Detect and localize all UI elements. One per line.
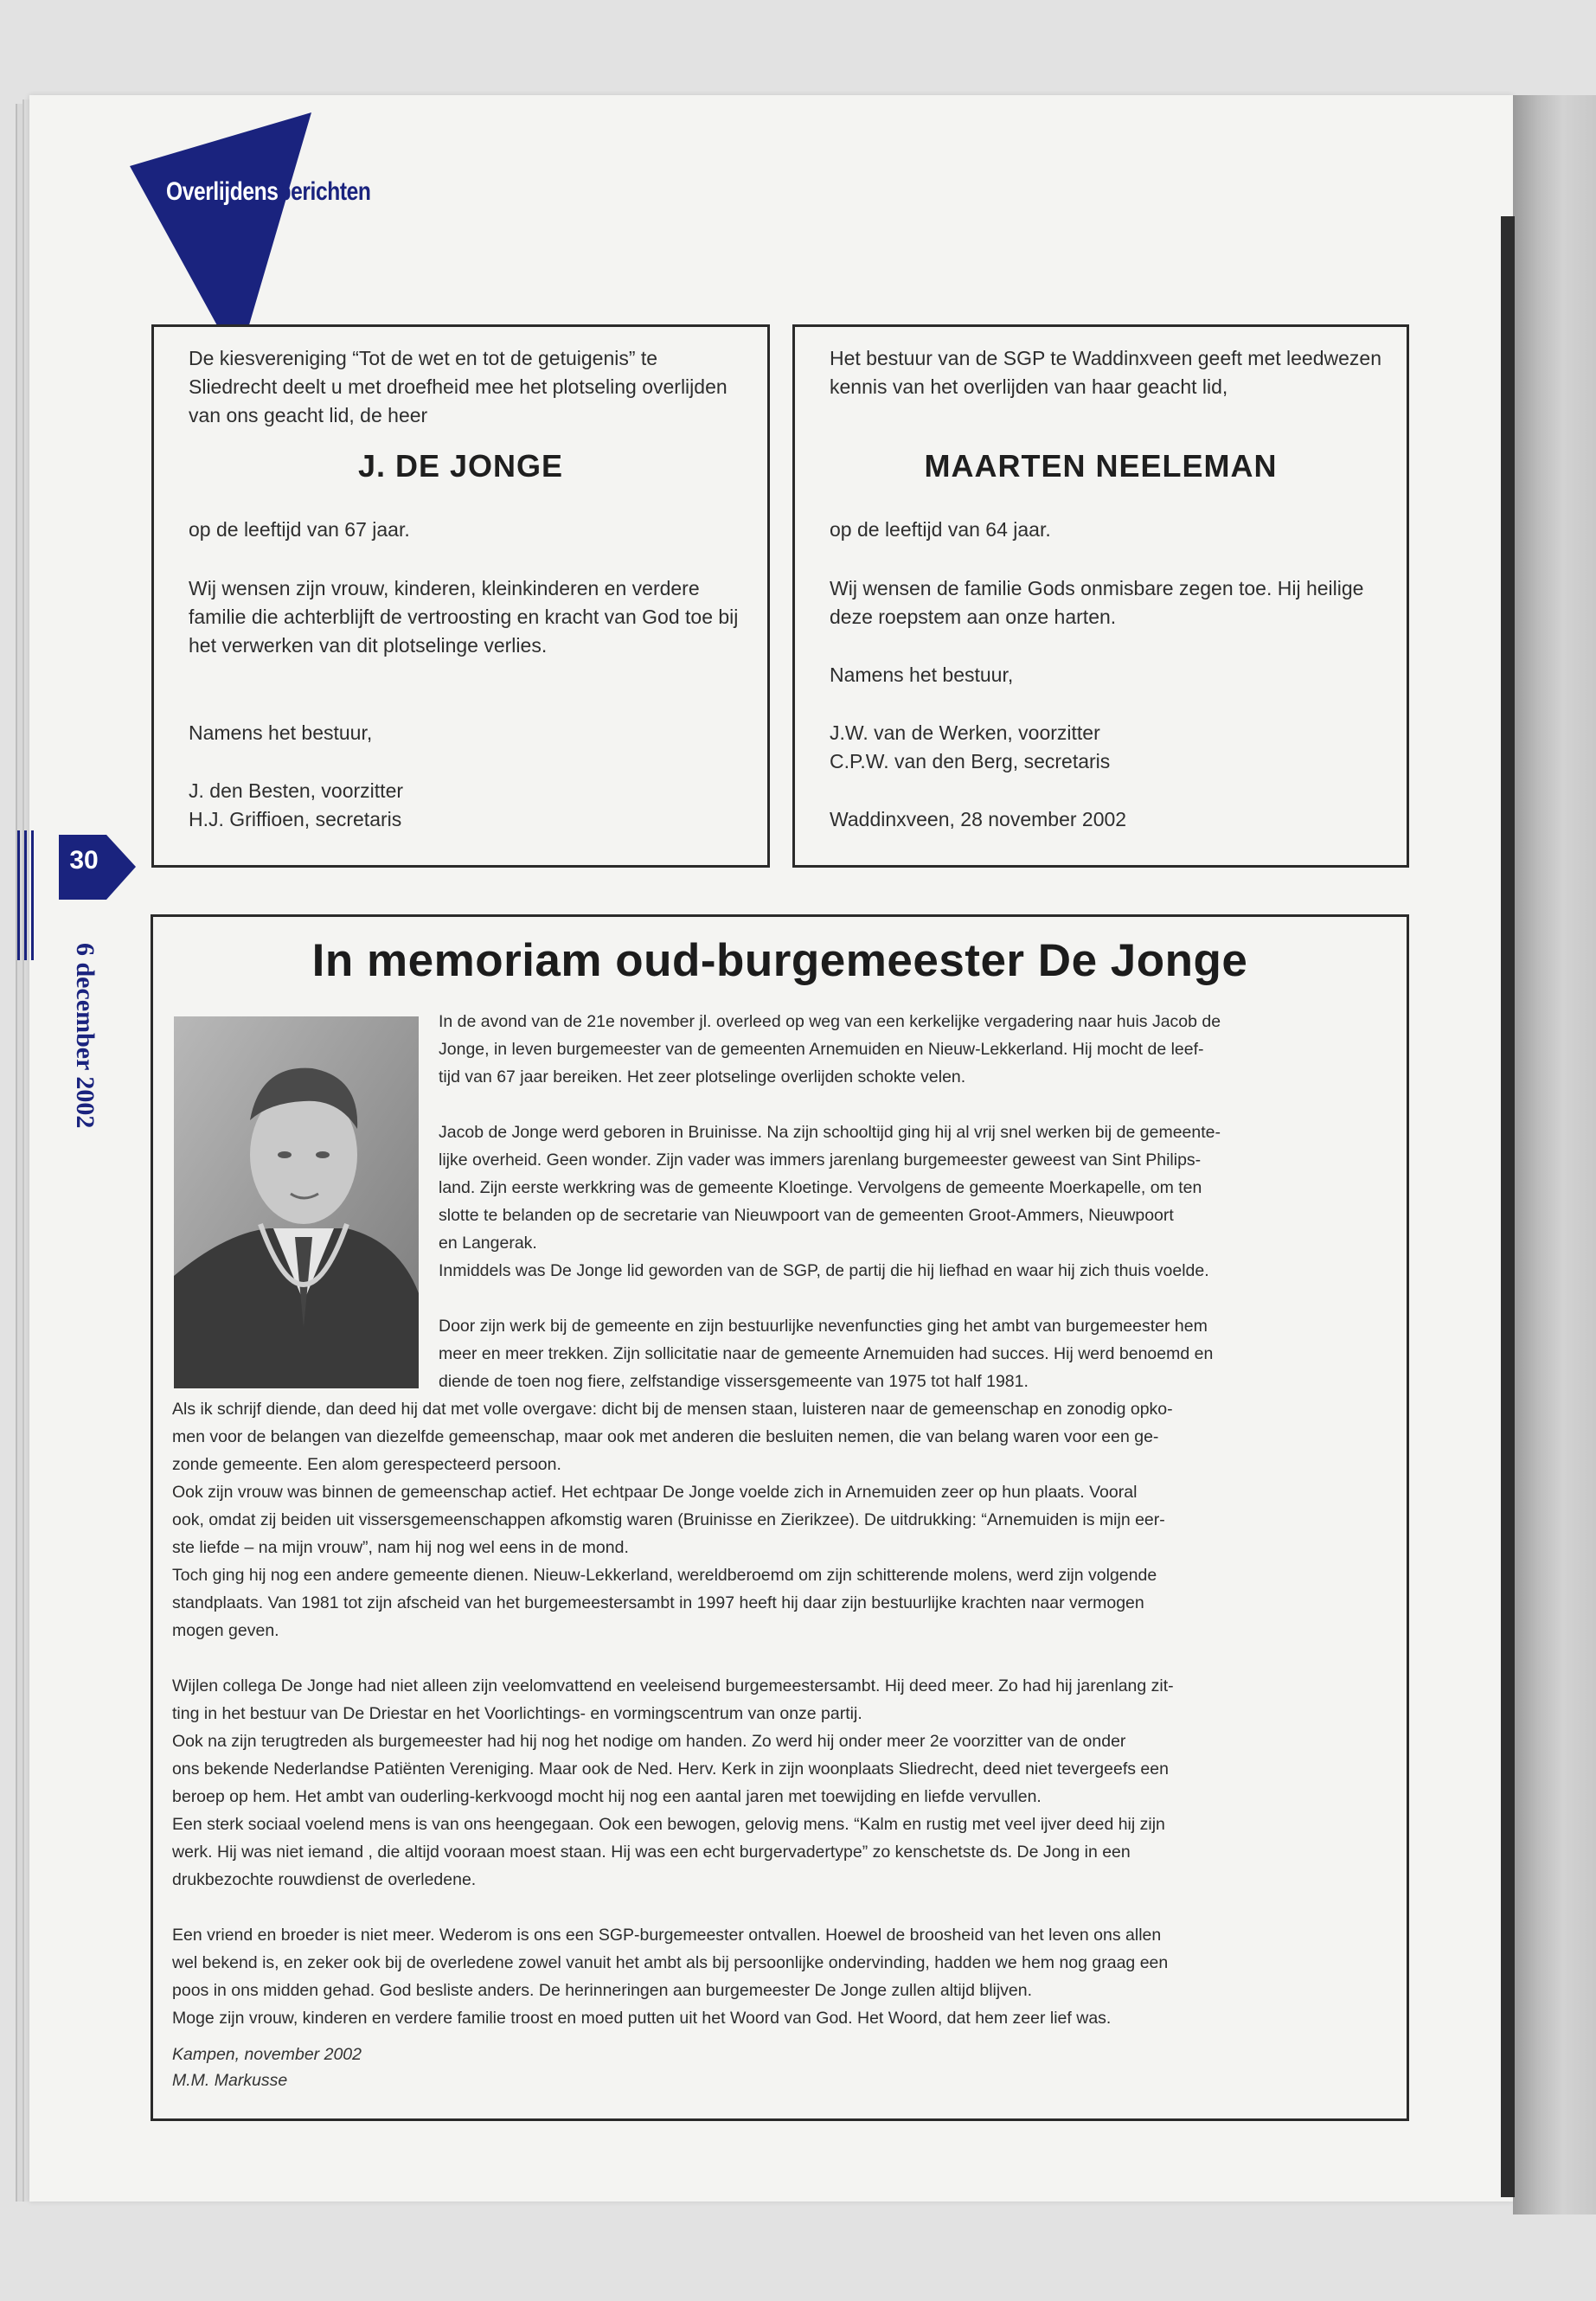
article-title: In memoriam oud-burgemeester De Jonge xyxy=(311,935,1248,986)
notice-age: op de leeftijd van 64 jaar. xyxy=(830,518,1051,541)
deceased-name: J. DE JONGE xyxy=(357,448,564,484)
article-line: ste liefde – na mijn vrouw”, nam hij nog wel eens in de mond. xyxy=(172,1538,629,1557)
article-line: Jonge, in leven burgemeester van de gemeenten Arnemuiden en Nieuw-Lekkerland. Hij mocht de leef- xyxy=(439,1040,1204,1059)
article-line: Inmiddels was De Jonge lid geworden van de SGP, de partij die hij liefhad en waar hij zich thuis voelde. xyxy=(439,1261,1209,1280)
notice-intro: De kiesvereniging “Tot de wet en tot de getuigenis” te Sliedrecht deelt u met droefheid mee het plotseling overlijden van ons geacht lid, de heer xyxy=(189,347,727,426)
article-line: lijke overheid. Geen wonder. Zijn vader was immers jarenlang burgemeester geweest van Sint Philips- xyxy=(439,1150,1202,1170)
death-notice-right xyxy=(792,324,1409,868)
article-line: ting in het bestuur van De Driestar en het Voorlichtings- en vormingscentrum van onze partij. xyxy=(172,1704,862,1723)
section-label-part2: berichten xyxy=(278,177,371,206)
notice-signer: C.P.W. van den Berg, secretaris xyxy=(830,750,1111,772)
page-edge-strip xyxy=(24,830,27,960)
notice-intro: Het bestuur van de SGP te Waddinxveen geeft met leedwezen kennis van het overlijden van haar geacht lid, xyxy=(830,347,1381,398)
article-line: Jacob de Jonge werd geboren in Bruinisse. Na zijn schooltijd ging hij al vrij snel werken bij de gemeente- xyxy=(439,1123,1221,1142)
article-line xyxy=(439,1285,1390,1312)
notice-signer: J.W. van de Werken, voorzitter xyxy=(830,721,1100,744)
deceased-name: MAARTEN NEELEMAN xyxy=(924,448,1278,484)
page-number-tab-arrow xyxy=(106,835,136,900)
notice-on-behalf: Namens het bestuur, xyxy=(830,663,1014,686)
in-memoriam-article xyxy=(151,914,1409,2121)
article-line: werk. Hij was niet iemand , die altijd vooraan moest staan. Hij was een echt burgervadertype” zo kenschetste ds. De Jong in een xyxy=(172,1843,1131,1862)
article-line: Een sterk sociaal voelend mens is van ons heengegaan. Ook een bewogen, gelovig mens. “Kalm en rustig met veel ijver deed hij zijn xyxy=(172,1815,1165,1834)
notice-age: op de leeftijd van 67 jaar. xyxy=(189,518,410,541)
page-number: 30 xyxy=(69,846,99,875)
notice-wish: Wij wensen de familie Gods onmisbare zegen toe. Hij heilige deze roepstem aan onze harten. xyxy=(830,577,1364,628)
article-line: Moge zijn vrouw, kinderen en verdere familie troost en moed putten uit het Woord van God. Het Woord, dat hem zeer lief was. xyxy=(172,2009,1112,2028)
article-line: land. Zijn eerste werkkring was de gemeente Kloetinge. Vervolgens de gemeente Moerkapelle, om ten xyxy=(439,1178,1202,1197)
article-line xyxy=(439,1091,1390,1118)
article-line: Toch ging hij nog een andere gemeente dienen. Nieuw-Lekkerland, wereldberoemd om zijn schitterende molens, werd zijn volgende xyxy=(172,1566,1157,1585)
article-line: drukbezochte rouwdienst de overledene. xyxy=(172,1870,477,1889)
notice-on-behalf: Namens het bestuur, xyxy=(189,721,373,744)
article-line: poos in ons midden gehad. God besliste anders. De herinneringen aan burgemeester De Jonge zullen altijd blijven. xyxy=(172,1981,1033,2000)
article-line: Ook zijn vrouw was binnen de gemeenschap actief. Het echtpaar De Jonge voelde zich in Arnemuiden zeer op hun plaats. Vooral xyxy=(172,1483,1138,1502)
issue-date: 6 december 2002 xyxy=(71,943,99,1129)
portrait-photo xyxy=(174,1016,419,1388)
article-line: Een vriend en broeder is niet meer. Wederom is ons een SGP-burgemeester ontvallen. Hoewel de broosheid van het leven ons allen xyxy=(172,1926,1162,1945)
page-edge-strip xyxy=(31,830,34,960)
section-label-part1: Overlijdens xyxy=(166,177,279,206)
article-line xyxy=(172,1644,1392,1672)
article-line: mogen geven. xyxy=(172,1621,279,1640)
facing-page-edge xyxy=(1513,95,1596,2214)
section-label xyxy=(166,177,371,207)
article-line: In de avond van de 21e november jl. overleed op weg van een kerkelijke vergadering naar huis Jacob de xyxy=(439,1012,1221,1031)
page-edge-strip xyxy=(17,830,20,960)
notice-place-date: Waddinxveen, 28 november 2002 xyxy=(830,808,1127,830)
notice-wish: Wij wensen zijn vrouw, kinderen, kleinkinderen en verdere familie die achterblijft de vertroosting en kracht van God toe bij het verwerken van dit plotselinge verlies. xyxy=(189,577,739,657)
article-line: standplaats. Van 1981 tot zijn afscheid van het burgemeestersambt in 1997 heeft hij daar zijn bestuurlijke krachten naar vermogen xyxy=(172,1593,1144,1612)
article-intro-column xyxy=(439,1008,1390,1395)
article-line: diende de toen nog fiere, zelfstandige vissersgemeente van 1975 tot half 1981. xyxy=(439,1372,1029,1391)
article-line: meer en meer trekken. Zijn sollicitatie naar de gemeente Arnemuiden had succes. Hij werd benoemd en xyxy=(439,1344,1214,1363)
article-line: tijd van 67 jaar bereiken. Het zeer plotselinge overlijden schokte velen. xyxy=(439,1067,966,1086)
binding-shadow xyxy=(1501,216,1515,2197)
article-line: men voor de belangen van diezelfde gemeenschap, maar ook met anderen die besluiten nemen, die van belang waren voor een ge- xyxy=(172,1427,1159,1446)
notice-signer: H.J. Griffioen, secretaris xyxy=(189,808,402,830)
article-line: slotte te belanden op de secretarie van Nieuwpoort van de gemeenten Groot-Ammers, Nieuwpoort xyxy=(439,1206,1174,1225)
article-line: wel bekend is, en zeker ook bij de overledene zowel vanuit het ambt als bij persoonlijke ondervinding, hadden we hem nog graag een xyxy=(172,1953,1169,1972)
article-line: ons bekende Nederlandse Patiënten Vereniging. Maar ook de Ned. Herv. Kerk in zijn woonplaats Sliedrecht, deed niet tevergeefs een xyxy=(172,1759,1169,1779)
signoff-author: M.M. Markusse xyxy=(172,2071,288,2090)
signoff-place-date: Kampen, november 2002 xyxy=(172,2045,362,2064)
notice-signer: J. den Besten, voorzitter xyxy=(189,779,404,802)
article-body xyxy=(172,1395,1392,2032)
article-line: beroep op hem. Het ambt van ouderling-kerkvoogd mocht hij nog een aantal jaren met toewijding en liefde vervullen. xyxy=(172,1787,1042,1806)
article-signoff xyxy=(172,2041,362,2093)
article-line: Als ik schrijf diende, dan deed hij dat met volle overgave: dicht bij de mensen staan, luisteren naar de gemeenschap en zonodig opko- xyxy=(172,1400,1173,1419)
article-line: Wijlen collega De Jonge had niet alleen zijn veelomvattend en veeleisend burgemeestersambt. Hij deed meer. Zo had hij jarenlang zit- xyxy=(172,1676,1174,1695)
article-line: zonde gemeente. Een alom gerespecteerd persoon. xyxy=(172,1455,561,1474)
article-line: Ook na zijn terugtreden als burgemeester had hij nog het nodige om handen. Zo werd hij onder meer 2e voorzitter van de onder xyxy=(172,1732,1126,1751)
article-line: Door zijn werk bij de gemeente en zijn bestuurlijke nevenfuncties ging het ambt van burgemeester hem xyxy=(439,1317,1208,1336)
article-line xyxy=(172,1894,1392,1921)
article-line: ook, omdat zij beiden uit vissersgemeenschappen afkomstig waren (Bruinisse en Zierikzee). De uitdrukking: “Arnemuiden is mijn eer- xyxy=(172,1510,1165,1529)
article-line: en Langerak. xyxy=(439,1234,537,1253)
death-notice-left xyxy=(151,324,770,868)
